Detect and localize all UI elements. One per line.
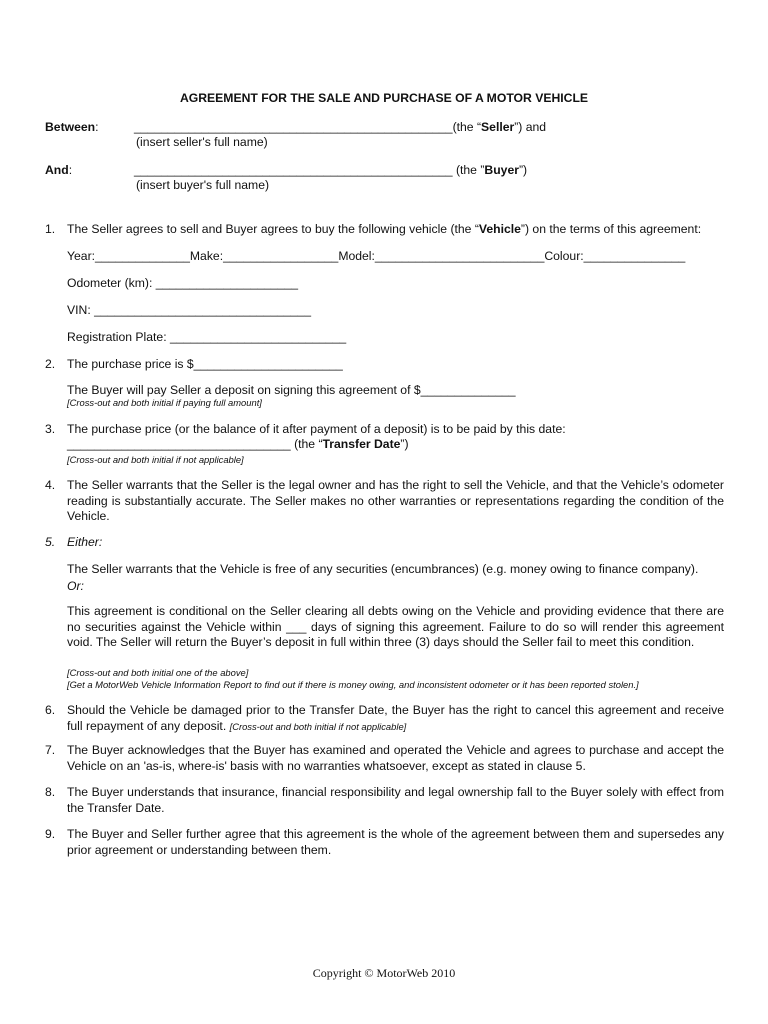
clause-6-number: 6. — [45, 703, 56, 717]
clause-7-number: 7. — [45, 743, 56, 757]
clause-4-number: 4. — [45, 478, 56, 492]
seller-name-field[interactable]: _______________________________________________(the “Seller”) and — [134, 120, 547, 134]
clause-8-text: The Buyer understands that insurance, financial responsibility and legal ownership fall to the Buyer solely with effect from the Transfer Date. — [67, 785, 724, 815]
clause-5-note-2: [Get a MotorWeb Vehicle Information Report to find out if there is money owing, and inconsistent odometer or it has been reported stolen.] — [67, 679, 639, 690]
registration-field[interactable]: Registration Plate: __________________________ — [67, 330, 347, 344]
clause-7-text: The Buyer acknowledges that the Buyer has examined and operated the Vehicle and agrees to purchase and accept the Vehicle on an 'as-is, where-is' basis with no warranties whatsoever, except as stated in clause 5. — [67, 743, 724, 773]
clause-6-text: Should the Vehicle be damaged prior to the Transfer Date, the Buyer has the right to cancel this agreement and receive full repayment of any deposit. [Cross-out and both initial if not applicable] — [67, 703, 724, 733]
clause-9-text: The Buyer and Seller further agree that this agreement is the whole of the agreement between them and supersedes any prior agreement or understanding between them. — [67, 827, 724, 857]
clause-3-text: The purchase price (or the balance of it after payment of a deposit) is to be paid by this date: — [67, 422, 566, 436]
clause-9-number: 9. — [45, 827, 56, 841]
clause-3-note: [Cross-out and both initial if not applicable] — [67, 454, 244, 465]
clause-6-note: [Cross-out and both initial if not applicable] — [229, 720, 407, 732]
clause-5-either: Either: — [67, 535, 103, 549]
copyright-footer: Copyright © MotorWeb 2010 — [312, 966, 456, 980]
vehicle-details-line[interactable]: Year:______________Make:_________________Model:_________________________Colour:_______________ — [67, 249, 686, 263]
and-label: And: — [45, 163, 73, 177]
deposit-field[interactable]: The Buyer will pay Seller a deposit on signing this agreement of $______________ — [67, 383, 516, 397]
seller-hint: (insert seller's full name) — [136, 135, 268, 149]
clause-1-number: 1. — [45, 222, 56, 236]
document-title: AGREEMENT FOR THE SALE AND PURCHASE OF A MOTOR VEHICLE — [179, 91, 589, 105]
clause-1-text: The Seller agrees to sell and Buyer agrees to buy the following vehicle (the “Vehicle”) on the terms of this agreement: — [67, 222, 702, 236]
clause-5-number: 5. — [45, 535, 56, 549]
odometer-field[interactable]: Odometer (km): _____________________ — [67, 276, 299, 290]
transfer-date-field[interactable]: _________________________________ (the “Transfer Date”) — [67, 437, 409, 451]
clause-5-note-1: [Cross-out and both initial one of the above] — [67, 667, 249, 678]
clause-5-or: Or: — [67, 579, 84, 593]
vin-field[interactable]: VIN: ________________________________ — [67, 303, 311, 317]
purchase-price-field[interactable]: The purchase price is $______________________ — [67, 357, 343, 371]
clause-5-option-a: The Seller warrants that the Vehicle is free of any securities (encumbrances) (e.g. money owing to finance company). — [67, 562, 699, 576]
clause-4-text: The Seller warrants that the Seller is the legal owner and has the right to sell the Vehicle, and that the Vehicle’s odometer reading is substantially accurate. The Seller makes no other warranties or representations regarding the condition of the Vehicle. — [67, 478, 724, 523]
clause-2-note: [Cross-out and both initial if paying full amount] — [67, 397, 262, 408]
clause-8-number: 8. — [45, 785, 56, 799]
buyer-hint: (insert buyer's full name) — [136, 178, 270, 192]
clause-5-option-b: This agreement is conditional on the Seller clearing all debts owing on the Vehicle and providing evidence that there are no securities against the Vehicle within ___ days of signing this agreement. Failure to do so will render this agreement void. The Seller will return the Buyer’s deposit in full within three (3) days should the Seller fail to meet this condition. — [67, 604, 724, 649]
clause-3-number: 3. — [45, 422, 56, 436]
between-label: Between: — [45, 120, 99, 134]
clause-2-number: 2. — [45, 357, 56, 371]
buyer-name-field[interactable]: _______________________________________________ (the ”Buyer”) — [134, 163, 528, 177]
